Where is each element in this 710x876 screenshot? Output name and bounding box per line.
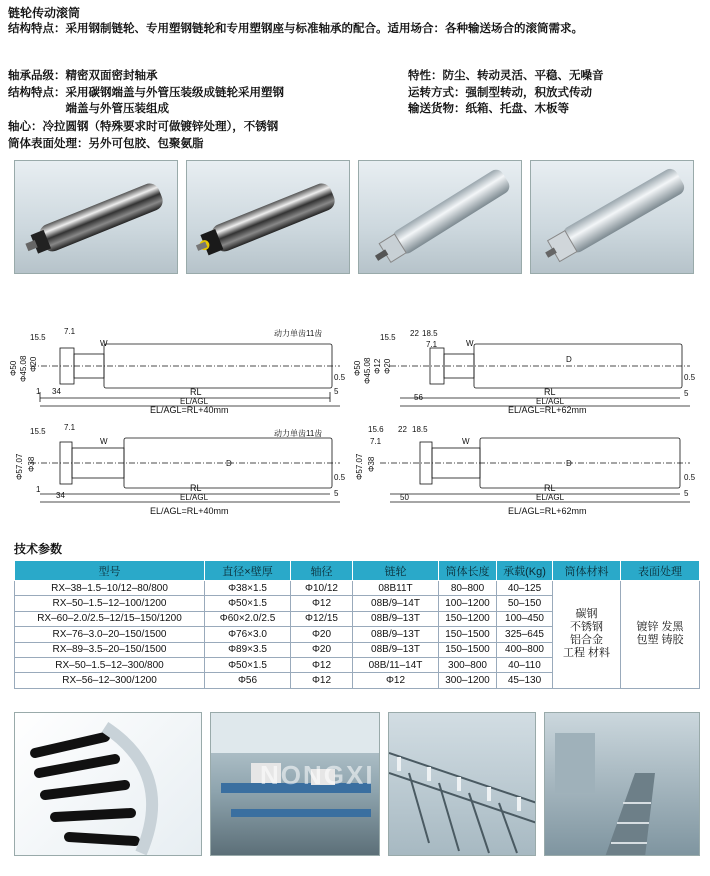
d3-dim-6: RL bbox=[190, 483, 202, 493]
d4-dim-11: 5 bbox=[684, 489, 689, 498]
col-length: 筒体长度 bbox=[439, 561, 497, 581]
d2-dim-8: Φ20 bbox=[383, 358, 392, 374]
cell: Φ76×3.0 bbox=[205, 627, 291, 642]
roller-photo-2 bbox=[186, 160, 350, 274]
d3-dim-9: 34 bbox=[56, 491, 65, 500]
d3-dim-10: 5 bbox=[334, 489, 339, 498]
roller-photo-4 bbox=[530, 160, 694, 274]
d2-dim-9: D bbox=[566, 355, 572, 364]
cell: 80–800 bbox=[439, 581, 497, 596]
d3-dim-5: D bbox=[226, 459, 232, 468]
d4-dim-9: 0.5 bbox=[684, 473, 696, 482]
roller-image-2 bbox=[187, 161, 350, 274]
d3-dim-2: W bbox=[100, 437, 108, 446]
cell: 100–450 bbox=[497, 611, 553, 626]
cell: 08B11T bbox=[353, 581, 439, 596]
material-0: 碳钢 bbox=[575, 608, 598, 621]
d2-dim-7: Φ12 bbox=[373, 358, 382, 374]
d4-dim-1: 7.1 bbox=[370, 437, 382, 446]
d1-dim-2: W bbox=[100, 339, 108, 348]
app-photo-flex bbox=[388, 712, 536, 856]
roller-image-3 bbox=[359, 161, 522, 274]
cell: 150–1500 bbox=[439, 627, 497, 642]
cell: Φ50×1.5 bbox=[205, 596, 291, 611]
d1-dim-8: 1 bbox=[36, 387, 41, 396]
material-cell bbox=[553, 581, 621, 689]
d1-dim-1: 7.1 bbox=[64, 327, 76, 336]
cell: RX–50–1.5–12–100/1200 bbox=[15, 596, 205, 611]
d1-dim-0: 15.5 bbox=[30, 333, 46, 342]
cell: Φ12 bbox=[291, 657, 353, 672]
spec-right-2: 输送货物：纸箱、托盘、木板等 bbox=[408, 101, 569, 115]
col-surface: 表面处理 bbox=[621, 561, 700, 581]
cell: Φ20 bbox=[291, 642, 353, 657]
d3-dim-1: 7.1 bbox=[64, 423, 76, 432]
d1-dim-7: 0.5 bbox=[334, 373, 346, 382]
cell: Φ12/15 bbox=[291, 611, 353, 626]
roller-photo-3 bbox=[358, 160, 522, 274]
d3-formula: EL/AGL=RL+40mm bbox=[150, 506, 229, 516]
cell: RX–50–1.5–12–300/800 bbox=[15, 657, 205, 672]
cell: Φ60×2.0/2.5 bbox=[205, 611, 291, 626]
d2-dim-5: Φ50 bbox=[353, 360, 362, 376]
cell: RX–56–12–300/1200 bbox=[15, 673, 205, 688]
d2-dim-2: 18.5 bbox=[422, 329, 438, 338]
spec-left-2: 端盖与外管压装组成 bbox=[8, 101, 169, 115]
d1-dim-9: 34 bbox=[52, 387, 61, 396]
d1-dim-5: Φ20 bbox=[29, 356, 38, 372]
material-3: 工程 材料 bbox=[562, 647, 611, 660]
cell: Φ20 bbox=[291, 627, 353, 642]
d4-formula: EL/AGL=RL+62mm bbox=[508, 506, 587, 516]
d4-dim-2: 22 bbox=[398, 425, 407, 434]
cell: Φ89×3.5 bbox=[205, 642, 291, 657]
cell: 45–130 bbox=[497, 673, 553, 688]
d2-dim-4: W bbox=[466, 339, 474, 348]
d3-dim-4: Φ38 bbox=[27, 456, 36, 472]
d3-dim-7: 0.5 bbox=[334, 473, 346, 482]
d4-dim-4: W bbox=[462, 437, 470, 446]
surface-cell bbox=[621, 581, 700, 689]
d1-dim-6: RL bbox=[190, 387, 202, 397]
d2-dim-6: Φ45.08 bbox=[363, 357, 372, 384]
cell: Φ12 bbox=[291, 673, 353, 688]
spec-table bbox=[14, 560, 700, 689]
technical-drawings bbox=[0, 320, 710, 520]
d3-dim-0: 15.5 bbox=[30, 427, 46, 436]
tech-heading: 技术参数 bbox=[14, 542, 63, 556]
d4-dim-0: 15.6 bbox=[368, 425, 384, 434]
cell: Φ10/12 bbox=[291, 581, 353, 596]
cell: 08B/9–14T bbox=[353, 596, 439, 611]
surface-0: 镀锌 发黑 bbox=[636, 621, 684, 634]
roller-image-1 bbox=[15, 161, 178, 274]
d2-formula: EL/AGL=RL+62mm bbox=[508, 405, 587, 415]
d1-formula: EL/AGL=RL+40mm bbox=[150, 405, 229, 415]
d2-dim-11: 0.5 bbox=[684, 373, 696, 382]
d4-dim-6: Φ38 bbox=[367, 456, 376, 472]
cell: 40–110 bbox=[497, 657, 553, 672]
cell: 300–800 bbox=[439, 657, 497, 672]
warehouse-conveyor-image bbox=[545, 713, 700, 856]
d2-dim-14: EL/AGL bbox=[536, 397, 565, 406]
d1-dim-11: EL/AGL bbox=[180, 397, 209, 406]
cell: Φ38×1.5 bbox=[205, 581, 291, 596]
d2-dim-10: RL bbox=[544, 387, 556, 397]
d1-dim-3: Φ50 bbox=[9, 360, 18, 376]
d2-dim-1: 22 bbox=[410, 329, 419, 338]
cell: 08B/9–13T bbox=[353, 611, 439, 626]
col-load: 承载(Kg) bbox=[497, 561, 553, 581]
d3-dim-11: EL/AGL bbox=[180, 493, 209, 502]
cell: 400–800 bbox=[497, 642, 553, 657]
d4-dim-3: 18.5 bbox=[412, 425, 428, 434]
col-material: 筒体材料 bbox=[553, 561, 621, 581]
cell: RX–76–3.0–20–150/1500 bbox=[15, 627, 205, 642]
cell: 325–645 bbox=[497, 627, 553, 642]
d4-dim-8: RL bbox=[544, 483, 556, 493]
d4-dim-10: 50 bbox=[400, 493, 409, 502]
spec-left-3: 轴心：冷拉圆钢（特殊要求时可做镀锌处理），不锈钢 bbox=[8, 119, 279, 133]
roller-photo-1 bbox=[14, 160, 178, 274]
cell: 50–150 bbox=[497, 596, 553, 611]
spec-left-1: 结构特点：采用碳钢端盖与外管压装级成链轮采用塑钢 bbox=[8, 85, 284, 99]
cell: Φ12 bbox=[291, 596, 353, 611]
cell: 08B/9–13T bbox=[353, 627, 439, 642]
table-row bbox=[15, 581, 700, 596]
cell: 08B/11–14T bbox=[353, 657, 439, 672]
d1-dim-4: Φ45.08 bbox=[19, 355, 28, 382]
spec-left-4: 筒体表面处理：另外可包胶、包聚氨脂 bbox=[8, 136, 204, 150]
app-photo-curve bbox=[14, 712, 202, 856]
flexible-conveyor-image bbox=[389, 713, 536, 856]
d4-dim-5: Φ57.07 bbox=[355, 453, 364, 480]
cell: Φ12 bbox=[353, 673, 439, 688]
d3-dim-3: Φ57.07 bbox=[15, 453, 24, 480]
roller-image-4 bbox=[531, 161, 694, 274]
col-shaft: 轴径 bbox=[291, 561, 353, 581]
cell: 08B/9–13T bbox=[353, 642, 439, 657]
cell: 300–1200 bbox=[439, 673, 497, 688]
d3-note: 动力单齿11齿 bbox=[274, 429, 323, 438]
table-header-row bbox=[15, 561, 700, 581]
page-title: 链轮传动滚筒 bbox=[8, 6, 81, 20]
d2-dim-13: 5 bbox=[684, 389, 689, 398]
material-1: 不锈钢 bbox=[570, 621, 603, 634]
spec-right-1: 运转方式：强制型转动，积放式传动 bbox=[408, 85, 592, 99]
col-model: 型号 bbox=[15, 561, 205, 581]
d2-dim-12: 56 bbox=[414, 393, 423, 402]
watermark: NONGXI bbox=[260, 760, 375, 790]
d4-dim-12: EL/AGL bbox=[536, 493, 565, 502]
cell: Φ56 bbox=[205, 673, 291, 688]
app-photo-warehouse bbox=[544, 712, 700, 856]
d2-dim-0: 15.5 bbox=[380, 333, 396, 342]
d3-dim-8: 1 bbox=[36, 485, 41, 494]
cell: 150–1500 bbox=[439, 642, 497, 657]
spec-left-0: 轴承品级：精密双面密封轴承 bbox=[8, 68, 158, 82]
col-sprocket: 链轮 bbox=[353, 561, 439, 581]
surface-1: 包塑 铸胶 bbox=[636, 634, 684, 647]
col-diameter: 直径×壁厚 bbox=[205, 561, 291, 581]
curved-conveyor-image bbox=[15, 713, 202, 856]
cell: 100–1200 bbox=[439, 596, 497, 611]
d1-dim-10: 5 bbox=[334, 387, 339, 396]
cell: Φ50×1.5 bbox=[205, 657, 291, 672]
cell: 40–125 bbox=[497, 581, 553, 596]
cell: RX–89–3.5–20–150/1500 bbox=[15, 642, 205, 657]
intro-line: 结构特点：采用钢制链轮、专用塑钢链轮和专用塑钢座与标准轴承的配合。适用场合：各种输送场合的滚筒需求。 bbox=[8, 21, 583, 35]
d4-dim-7: D bbox=[566, 459, 572, 468]
d2-dim-3: 7.1 bbox=[426, 340, 438, 349]
cell: RX–38–1.5–10/12–80/800 bbox=[15, 581, 205, 596]
spec-right-0: 特性：防尘、转动灵活、平稳、无噪音 bbox=[408, 68, 604, 82]
material-2: 铝合金 bbox=[570, 634, 603, 647]
d1-note: 动力单齿11齿 bbox=[274, 329, 323, 338]
cell: 150–1200 bbox=[439, 611, 497, 626]
cell: RX–60–2.0/2.5–12/15–150/1200 bbox=[15, 611, 205, 626]
